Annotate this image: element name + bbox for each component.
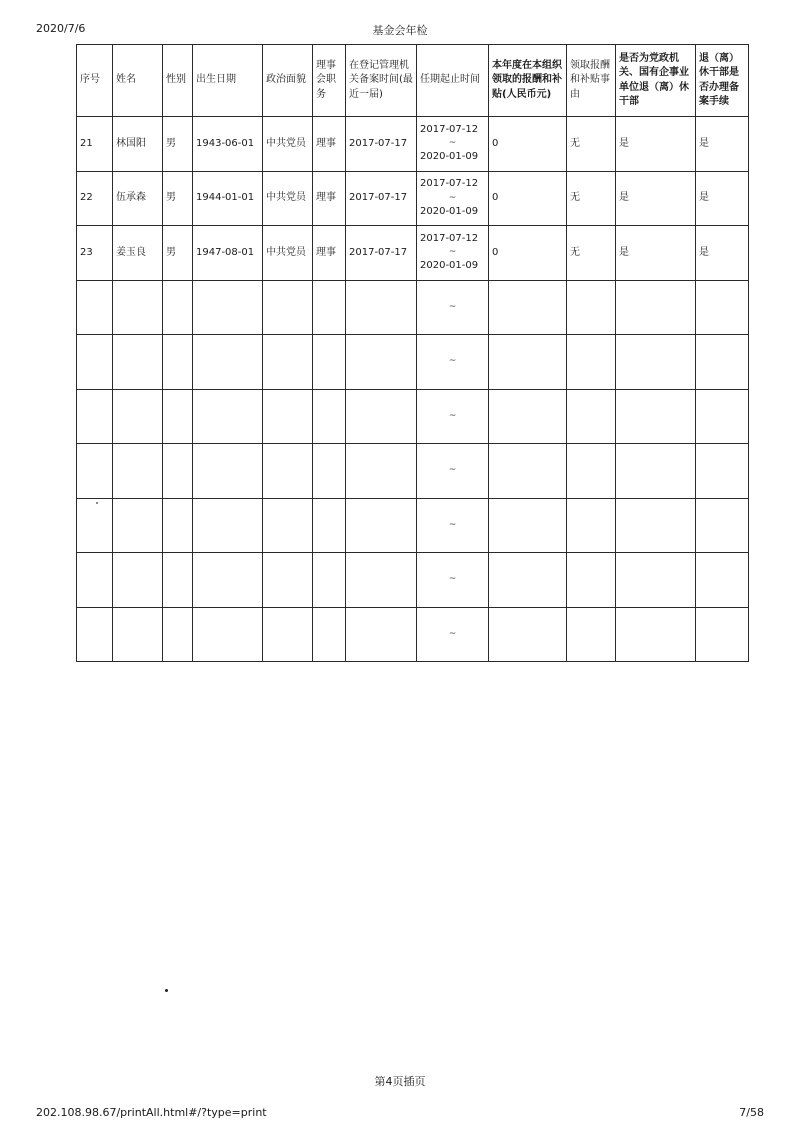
cell-reason: 无 bbox=[567, 226, 616, 281]
col-header-record: 退（离）休干部是否办理备案手续 bbox=[696, 45, 749, 117]
empty-row bbox=[77, 498, 749, 553]
empty-term-tilde: ~ bbox=[448, 301, 457, 312]
term-start: 2017-07-12 bbox=[420, 123, 479, 135]
cell-political: 中共党员 bbox=[263, 117, 313, 172]
cell-pay: 0 bbox=[489, 117, 567, 172]
empty-row bbox=[77, 607, 749, 662]
cell-political: 中共党员 bbox=[263, 171, 313, 226]
empty-term-tilde: ~ bbox=[448, 628, 457, 639]
cell-term bbox=[417, 226, 489, 281]
term-start: 2017-07-12 bbox=[420, 232, 479, 244]
term-end: 2020-01-09 bbox=[420, 151, 479, 163]
empty-term-cell bbox=[417, 335, 489, 390]
print-date: 2020/7/6 bbox=[36, 22, 86, 35]
term-end: 2020-01-09 bbox=[420, 260, 479, 272]
empty-row bbox=[77, 389, 749, 444]
page-count: 7/58 bbox=[739, 1106, 764, 1119]
term-separator: ~ bbox=[448, 192, 457, 203]
empty-term-cell bbox=[417, 498, 489, 553]
empty-term-tilde: ~ bbox=[448, 519, 457, 530]
col-header-political: 政治面貌 bbox=[263, 45, 313, 117]
empty-row bbox=[77, 444, 749, 499]
cell-name: 伍承森 bbox=[113, 171, 163, 226]
col-header-retired: 是否为党政机关、国有企事业单位退（离）休干部 bbox=[616, 45, 696, 117]
cell-birth: 1943-06-01 bbox=[193, 117, 263, 172]
cell-role: 理事 bbox=[313, 117, 346, 172]
empty-row bbox=[77, 553, 749, 608]
empty-term-cell bbox=[417, 444, 489, 499]
empty-term-cell bbox=[417, 280, 489, 335]
cell-filed: 2017-07-17 bbox=[346, 171, 417, 226]
cell-political: 中共党员 bbox=[263, 226, 313, 281]
cell-retired: 是 bbox=[616, 226, 696, 281]
cell-pay: 0 bbox=[489, 226, 567, 281]
table-row bbox=[77, 117, 749, 172]
empty-term-tilde: ~ bbox=[448, 465, 457, 476]
cell-no: 23 bbox=[77, 226, 113, 281]
table-row bbox=[77, 226, 749, 281]
col-header-no: 序号 bbox=[77, 45, 113, 117]
term-start: 2017-07-12 bbox=[420, 178, 479, 190]
scan-speck bbox=[96, 502, 98, 504]
cell-gender: 男 bbox=[163, 117, 193, 172]
term-separator: ~ bbox=[448, 247, 457, 258]
cell-role: 理事 bbox=[313, 171, 346, 226]
cell-reason: 无 bbox=[567, 117, 616, 172]
col-header-gender: 性别 bbox=[163, 45, 193, 117]
table-row bbox=[77, 171, 749, 226]
cell-reason: 无 bbox=[567, 171, 616, 226]
col-header-pay: 本年度在本组织领取的报酬和补贴(人民币元) bbox=[489, 45, 567, 117]
cell-gender: 男 bbox=[163, 226, 193, 281]
col-header-reason: 领取报酬和补贴事由 bbox=[567, 45, 616, 117]
empty-term-cell bbox=[417, 607, 489, 662]
cell-gender: 男 bbox=[163, 171, 193, 226]
cell-record: 是 bbox=[696, 226, 749, 281]
cell-retired: 是 bbox=[616, 117, 696, 172]
col-header-filed: 在登记管理机关备案时间(最近一届) bbox=[346, 45, 417, 117]
col-header-term: 任期起止时间 bbox=[417, 45, 489, 117]
cell-no: 21 bbox=[77, 117, 113, 172]
cell-name: 林国阳 bbox=[113, 117, 163, 172]
scan-speck bbox=[165, 989, 168, 992]
cell-filed: 2017-07-17 bbox=[346, 117, 417, 172]
cell-record: 是 bbox=[696, 117, 749, 172]
page-label: 第4页插页 bbox=[374, 1075, 426, 1088]
col-header-role: 理事会职务 bbox=[313, 45, 346, 117]
cell-record: 是 bbox=[696, 171, 749, 226]
term-end: 2020-01-09 bbox=[420, 205, 479, 217]
empty-term-tilde: ~ bbox=[448, 410, 457, 421]
cell-birth: 1947-08-01 bbox=[193, 226, 263, 281]
print-url: 202.108.98.67/printAll.html#/?type=print bbox=[36, 1106, 267, 1119]
cell-term bbox=[417, 117, 489, 172]
cell-role: 理事 bbox=[313, 226, 346, 281]
empty-term-tilde: ~ bbox=[448, 574, 457, 585]
empty-row bbox=[77, 280, 749, 335]
empty-row bbox=[77, 335, 749, 390]
empty-term-cell bbox=[417, 389, 489, 444]
cell-pay: 0 bbox=[489, 171, 567, 226]
table-header-row bbox=[77, 45, 749, 117]
term-separator: ~ bbox=[448, 138, 457, 149]
empty-term-cell bbox=[417, 553, 489, 608]
col-header-name: 姓名 bbox=[113, 45, 163, 117]
empty-term-tilde: ~ bbox=[448, 356, 457, 367]
directors-table bbox=[76, 44, 749, 662]
cell-no: 22 bbox=[77, 171, 113, 226]
cell-retired: 是 bbox=[616, 171, 696, 226]
col-header-birth: 出生日期 bbox=[193, 45, 263, 117]
cell-birth: 1944-01-01 bbox=[193, 171, 263, 226]
cell-filed: 2017-07-17 bbox=[346, 226, 417, 281]
document-title: 基金会年检 bbox=[372, 24, 428, 37]
cell-name: 姜玉良 bbox=[113, 226, 163, 281]
cell-term bbox=[417, 171, 489, 226]
